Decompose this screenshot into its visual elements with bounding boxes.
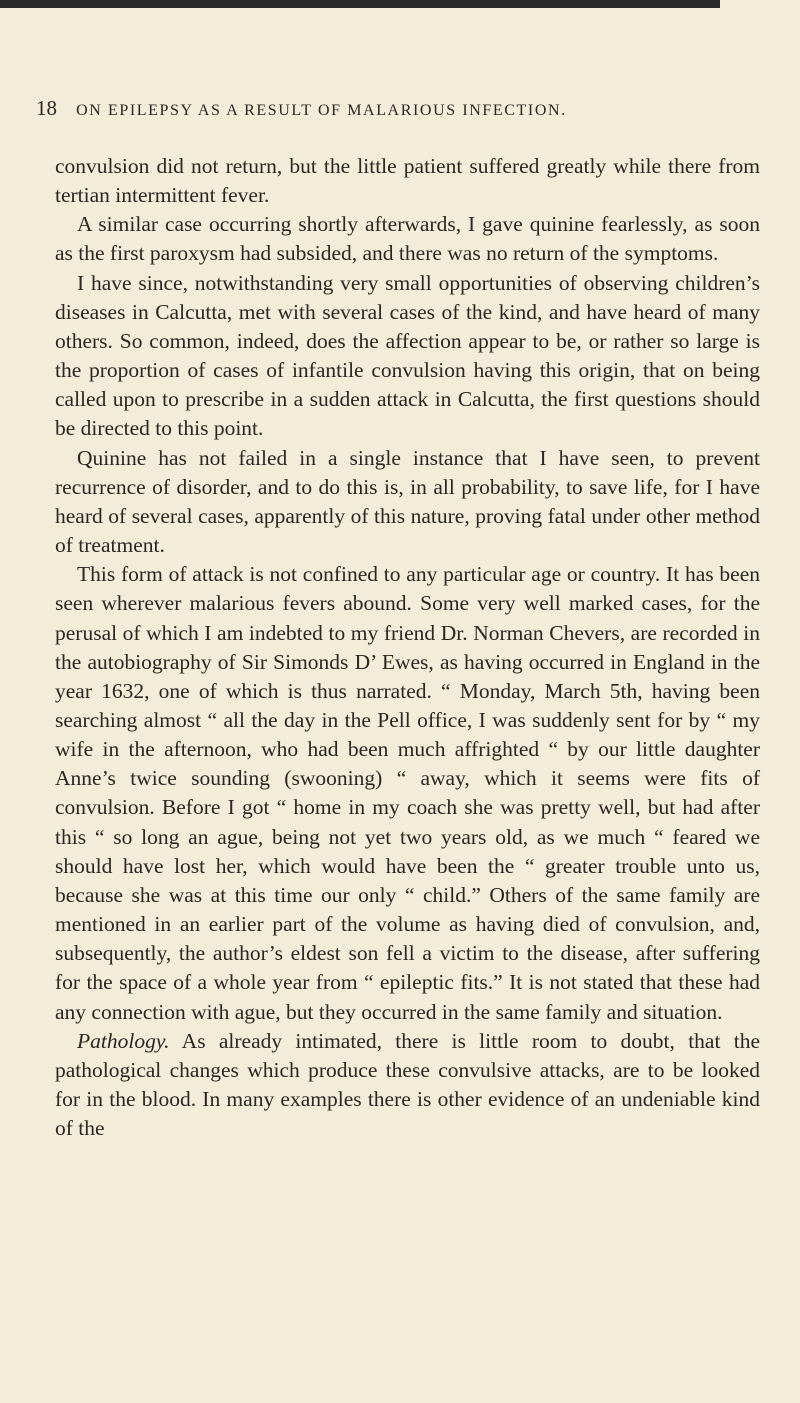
running-title: ON EPILEPSY AS A RESULT OF MALARIOUS INFECTION. (76, 102, 567, 119)
paragraph: Quinine has not failed in a single instance that I have seen, to prevent recurrence of disorder, and to do this is, in all probability, to save life, for I have heard of several cases, apparently of this nature, proving fatal under other method of treatment. (55, 445, 760, 558)
paragraph: I have since, notwithstanding very small opportunities of observing children’s diseases in Calcutta, met with several cases of the kind, and have heard of many others. So common, indeed, does the affection appear to be, or rather so large is the proportion of cases of infantile convulsion having this origin, that on being called upon to prescribe in a sudden attack in Calcutta, the first questions should be directed to this point. (55, 270, 760, 441)
body-text (55, 152, 760, 1143)
page-number: 18 (36, 96, 57, 120)
pathology-paragraph (55, 1027, 760, 1144)
paragraph: This form of attack is not confined to any particular age or country. It has been seen wherever malarious fevers abound. Some very well marked cases, for the perusal of which I am indebted to my friend Dr. Norman Chevers, are recorded in the autobiography of Sir Simonds D’ Ewes, as having occurred in England in the year 1632, one of which is thus narrated. “ Monday, March 5th, having been searching almost “ all the day in the Pell office, I was suddenly sent for by “ my wife in the afternoon, who had been much affrighted “ by our little daughter Anne’s twice sounding (swooning) “ away, which it seems were fits of convulsion. Before I got “ home in my coach she was pretty well, but had after this “ so long an ague, being not yet two years old, as we much “ feared we should have lost her, which would have been the “ greater trouble unto us, because she was at this time our only “ child.” Others of the same family are mentioned in an earlier part of the volume as having died of convulsion, and, subsequently, the author’s eldest son fell a victim to the disease, after suffering for the space of a whole year from “ epileptic fits.” It is not stated that these had any connection with ague, but they occurred in the same family and situation. (55, 562, 760, 1024)
section-heading: Pathology. (77, 1028, 170, 1053)
top-rule (0, 0, 720, 8)
paragraph: convulsion did not return, but the little patient suffered greatly while there from tertian intermittent fever. (55, 154, 760, 208)
paragraph: A similar case occurring shortly afterwards, I gave quinine fearlessly, as soon as the first paroxysm had subsided, and there was no return of the symptoms. (55, 212, 760, 266)
page-header (36, 96, 756, 121)
pathology-text: As already intimated, there is little room to doubt, that the pathological changes which produce these convulsive attacks, are to be looked for in the blood. In many examples there is other evidence of an undeniable kind of the (55, 1028, 760, 1141)
